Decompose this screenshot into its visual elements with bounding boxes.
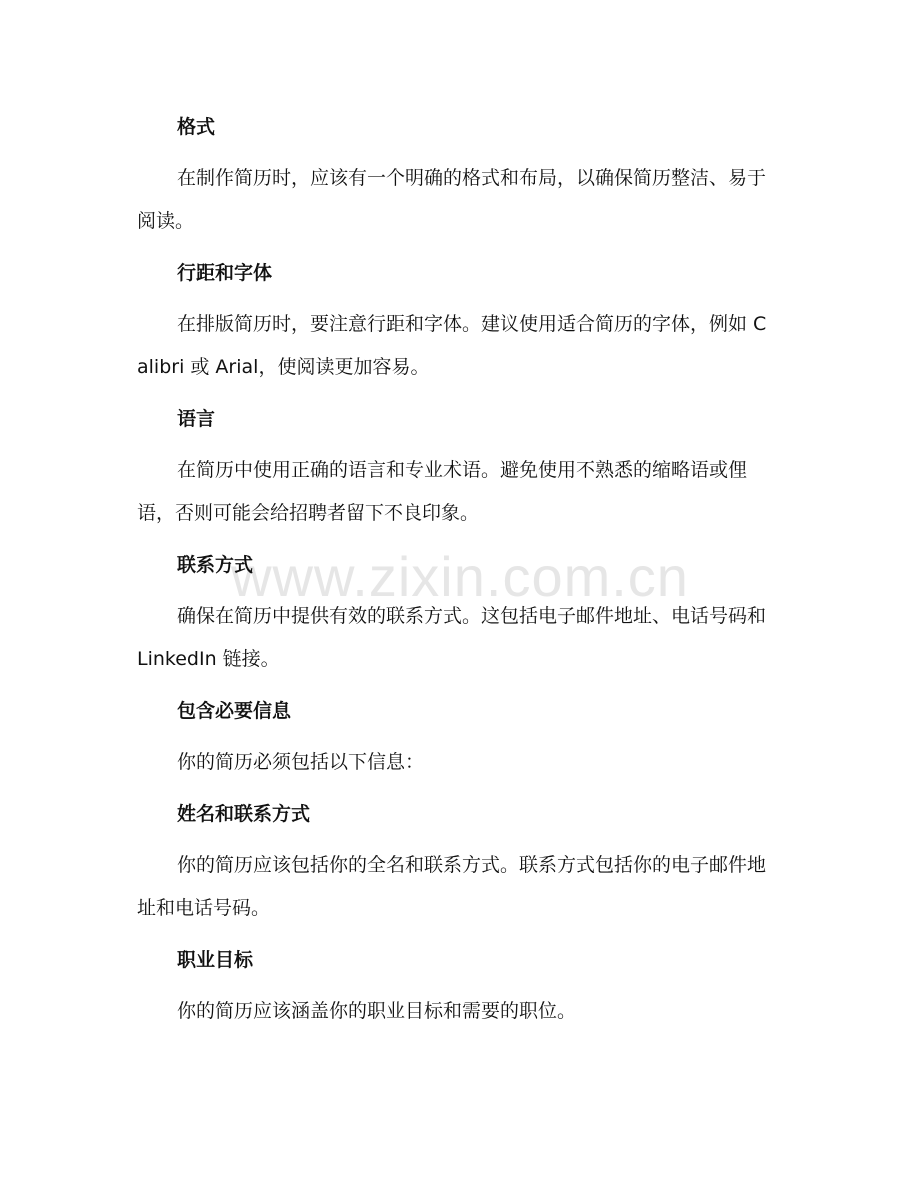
section-heading-career-goal: 职业目标 xyxy=(177,949,254,971)
section-paragraph-required-info: 你的简历必须包括以下信息： xyxy=(177,751,425,773)
section-paragraph-name-contact: 你的简历应该包括你的全名和联系方式。联系方式包括你的电子邮件地址和电话号码。 xyxy=(137,854,767,919)
section-heading-spacing-font: 行距和字体 xyxy=(177,262,273,284)
section-paragraph-format: 在制作简历时，应该有一个明确的格式和布局，以确保简历整洁、易于阅读。 xyxy=(137,167,767,232)
section-paragraph-contact: 确保在简历中提供有效的联系方式。这包括电子邮件地址、电话号码和 LinkedIn 链接。 xyxy=(137,605,767,670)
section-paragraph-career-goal: 你的简历应该涵盖你的职业目标和需要的职位。 xyxy=(177,1000,577,1022)
section-heading-required-info: 包含必要信息 xyxy=(177,700,292,722)
section-heading-contact: 联系方式 xyxy=(177,554,254,576)
section-heading-name-contact: 姓名和联系方式 xyxy=(177,803,311,825)
section-heading-language: 语言 xyxy=(177,408,216,430)
section-paragraph-spacing-font: 在排版简历时，要注意行距和字体。建议使用适合简历的字体，例如 Calibri 或 Arial，使阅读更加容易。 xyxy=(137,313,767,378)
document-body xyxy=(137,110,777,1046)
section-heading-format: 格式 xyxy=(177,116,216,138)
watermark: www.zixin.com.cn xyxy=(231,545,689,608)
section-paragraph-language: 在简历中使用正确的语言和专业术语。避免使用不熟悉的缩略语或俚语，否则可能会给招聘者留下不良印象。 xyxy=(137,459,748,524)
